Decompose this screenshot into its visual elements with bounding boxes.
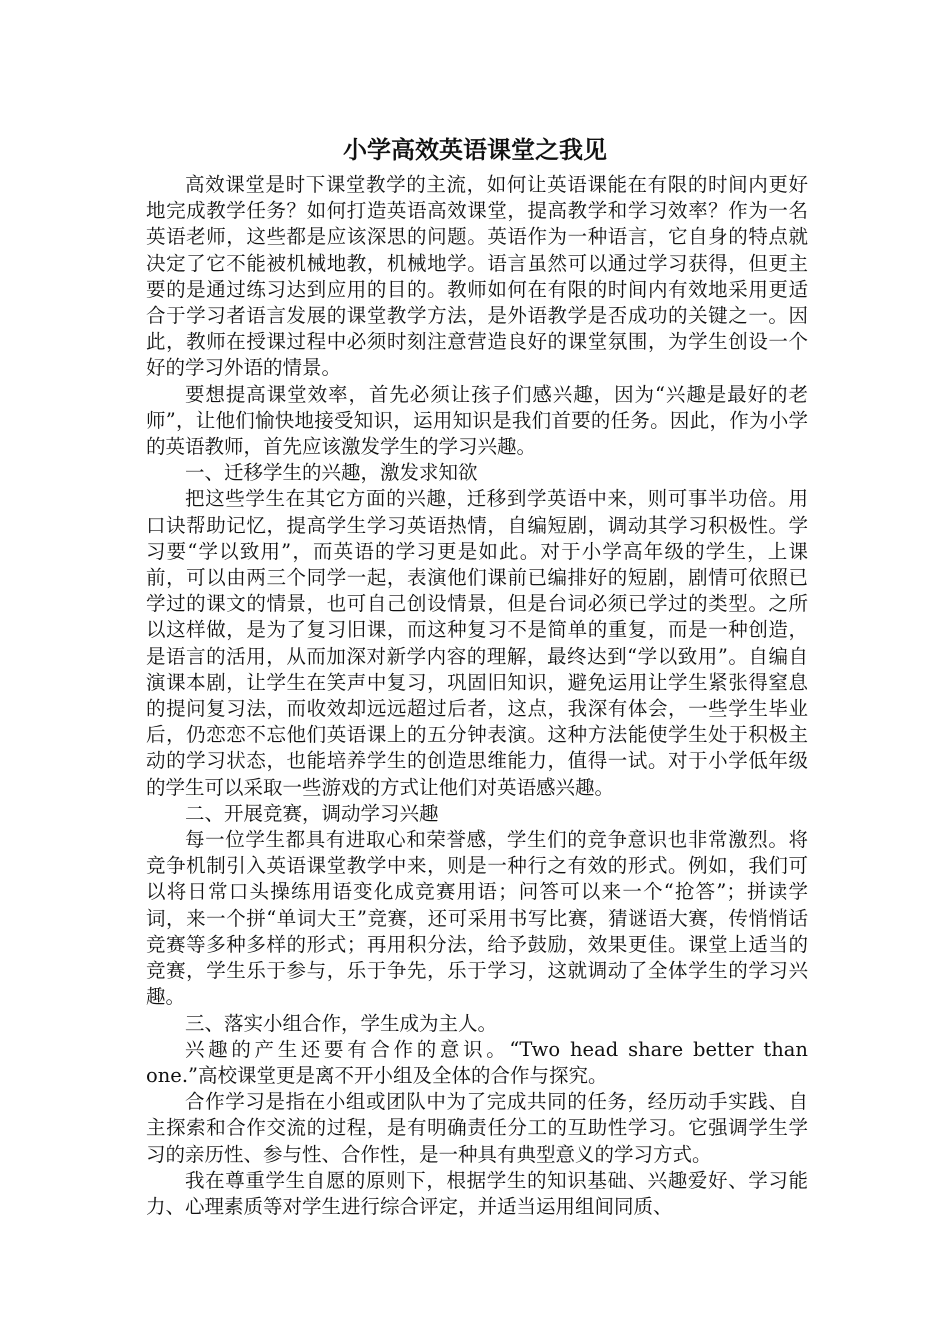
section-heading-1: 一、迁移学生的兴趣，激发求知欲	[185, 461, 478, 485]
paragraph-cooperation-quote: 兴趣的产生还要有合作的意识。“Two head share better than one.”高校课堂更是离不开小组及全体的合作与探究。	[146, 1037, 808, 1087]
paragraph-transfer-interest: 把这些学生在其它方面的兴趣，迁移到学英语中来，则可事半功倍。用口诀帮助记忆，提高学生学习英语热情，自编短剧，调动其学习积极性。学习要“学以致用”，而英语的学习更是如此。对于小学高年级的学生，上课前，可以由两三个同学一起，表演他们课前已编排好的短剧，剧情可依照已学过的课文的情景，也可自己创设情景，但是台词必须已学过的类型。之所以这样做，是为了复习旧课，而这种复习不是简单的重复，而是一种创造，是语言的活用，从而加深对新学内容的理解，最终达到“学以致用”。自编自演课本剧，让学生在笑声中复习，巩固旧知识，避免运用让学生紧张得窒息的提问复习法，而收效却远远超过后者，这点，我深有体会，一些学生毕业后，仍恋恋不忘他们英语课上的五分钟表演。这种方法能使学生处于积极主动的学习状态，也能培养学生的创造思维能力，值得一试。对于小学低年级的学生可以采取一些游戏的方式让他们对英语感兴趣。	[146, 487, 808, 799]
document-body	[146, 172, 808, 1220]
paragraph-cooperative-learning: 合作学习是指在小组或团队中为了完成共同的任务，经历动手实践、自主探索和合作交流的过程，是有明确责任分工的互助性学习。它强调学生学习的亲历性、参与性、合作性，是一种具有典型意义的学习方式。	[146, 1090, 808, 1166]
document-title: 小学高效英语课堂之我见	[343, 135, 607, 164]
section-heading-3: 三、落实小组合作，学生成为主人。	[185, 1011, 498, 1035]
paragraph-grouping: 我在尊重学生自愿的原则下，根据学生的知识基础、兴趣爱好、学习能力、心理素质等对学生进行综合评定，并适当运用组间同质、	[146, 1168, 808, 1218]
paragraph-intro: 高效课堂是时下课堂教学的主流，如何让英语课能在有限的时间内更好地完成教学任务？如何打造英语高效课堂，提高教学和学习效率？作为一名英语老师，这些都是应该深思的问题。英语作为一种语言，它自身的特点就决定了它不能被机械地教，机械地学。语言虽然可以通过学习获得，但更主要的是通过练习达到应用的目的。教师如何在有限的时间内有效地采用更适合于学习者语言发展的课堂教学方法，是外语教学是否成功的关键之一。因此，教师在授课过程中必须时刻注意营造良好的课堂氛围，为学生创设一个好的学习外语的情景。	[146, 173, 808, 380]
paragraph-interest: 要想提高课堂效率，首先必须让孩子们感兴趣，因为“兴趣是最好的老师”，让他们愉快地接受知识，运用知识是我们首要的任务。因此，作为小学的英语教师，首先应该激发学生的学习兴趣。	[146, 382, 808, 459]
section-heading-2: 二、开展竞赛，调动学习兴趣	[185, 801, 439, 825]
paragraph-competition: 每一位学生都具有进取心和荣誉感，学生们的竞争意识也非常激烈。将竞争机制引入英语课堂教学中来，则是一种行之有效的形式。例如，我们可以将日常口头操练用语变化成竞赛用语；问答可以来一个“抢答”；拼读学词，来一个拼“单词大王”竞赛，还可采用书写比赛，猜谜语大赛，传悄悄话竞赛等多种多样的形式；再用积分法，给予鼓励，效果更佳。课堂上适当的竞赛，学生乐于参与，乐于争先，乐于学习，这就调动了全体学生的学习兴趣。	[146, 828, 808, 1009]
